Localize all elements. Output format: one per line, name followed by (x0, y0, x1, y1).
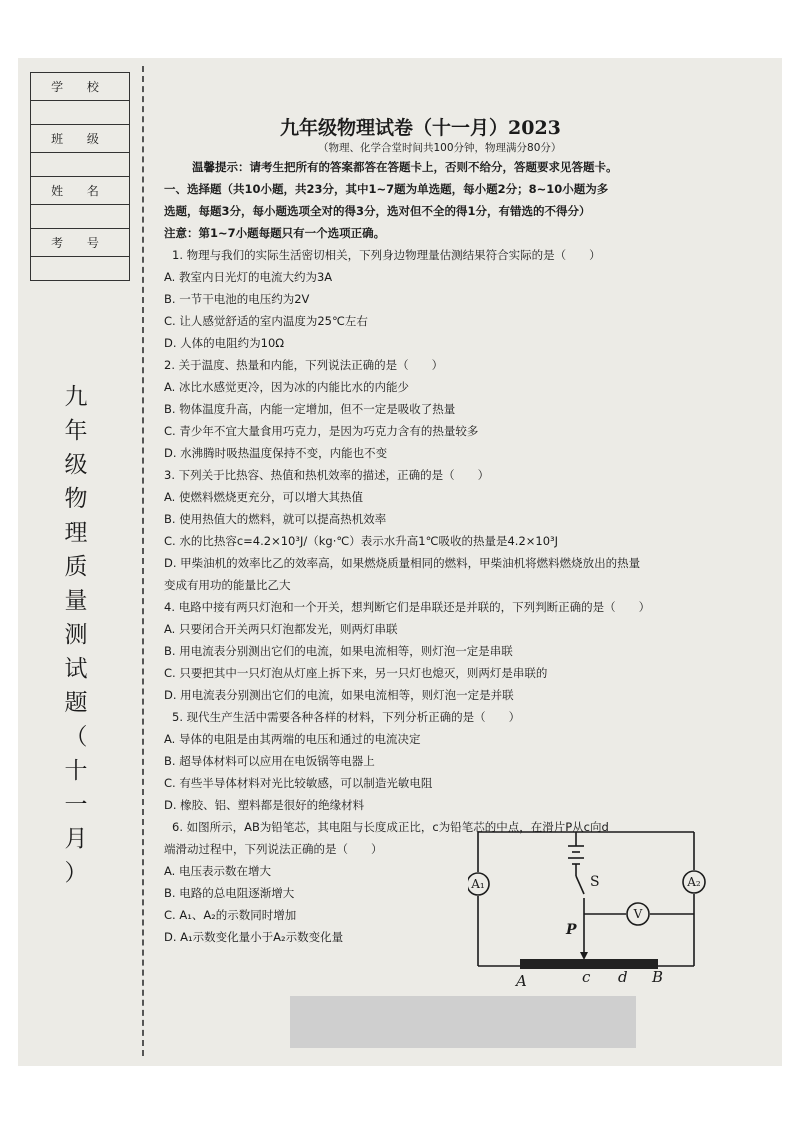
vertical-title-char: （ (64, 724, 88, 750)
vertical-title-char: 物 (64, 486, 88, 512)
vertical-title-char: 月 (64, 826, 88, 852)
text-line: 6. 如图所示，AB为铅笔芯，其电阻与长度成正比，c为铅笔芯的中点，在滑片P从c向d (172, 820, 609, 834)
label-c: c (582, 968, 591, 986)
vertical-title-char: 理 (64, 520, 88, 546)
text-line: 1. 物理与我们的实际生活密切相关，下列身边物理量估测结果符合实际的是（ ） (172, 248, 601, 262)
text-line: C. 水的比热容c=4.2×10³J/（kg·℃）表示水升高1℃吸收的热量是4.2×10³J (164, 534, 559, 548)
text-line: C. A₁、A₂的示数同时增加 (164, 908, 297, 922)
vertical-title-char: 质 (64, 554, 88, 580)
vertical-title-char: 试 (64, 656, 88, 682)
exam-number-field[interactable] (31, 257, 130, 281)
text-line: 温馨提示：请考生把所有的答案都答在答题卡上，否则不给分，答题要求见答题卡。 (192, 160, 618, 174)
text-line: 4. 电路中接有两只灯泡和一个开关，想判断它们是串联还是并联的，下列判断正确的是（ ） (164, 600, 651, 614)
vertical-exam-title (56, 380, 96, 890)
vertical-title-char: 一 (64, 792, 88, 818)
text-line: A. 导体的电阻是由其两端的电压和通过的电流决定 (164, 732, 421, 746)
label-a: A (516, 972, 527, 986)
text-line: B. 超导体材料可以应用在电饭锅等电器上 (164, 754, 375, 768)
label-a2: A₂ (687, 875, 701, 889)
class-label: 班 级 (31, 125, 130, 153)
text-line: B. 电路的总电阻逐渐增大 (164, 886, 295, 900)
text-line: A. 电压表示数在增大 (164, 864, 271, 878)
text-line: A. 冰比水感觉更冷，因为冰的内能比水的内能少 (164, 380, 409, 394)
redaction-box (290, 996, 636, 1048)
text-line: B. 物体温度升高，内能一定增加，但不一定是吸收了热量 (164, 402, 456, 416)
label-s: S (590, 874, 600, 890)
text-line: B. 使用热值大的燃料，就可以提高热机效率 (164, 512, 387, 526)
text-line: C. 青少年不宜大量食用巧克力，是因为巧克力含有的热量较多 (164, 424, 479, 438)
vertical-title-char: 题 (64, 690, 88, 716)
class-field[interactable] (31, 153, 130, 177)
text-line: A. 使燃料燃烧更充分，可以增大其热值 (164, 490, 363, 504)
slider-arrow (580, 952, 588, 960)
text-line: 变成有用功的能量比乙大 (164, 578, 291, 592)
text-line: D. 用电流表分别测出它们的电流，如果电流相等，则灯泡一定是并联 (164, 688, 514, 702)
text-line: 端滑动过程中，下列说法正确的是（ ） (164, 842, 383, 856)
school-label: 学 校 (31, 73, 130, 101)
exam-number-label: 考 号 (31, 229, 130, 257)
vertical-title-char: 量 (64, 588, 88, 614)
text-line: A. 教室内日光灯的电流大约为3A (164, 270, 333, 284)
circuit-diagram (468, 826, 708, 986)
text-line: D. 水沸腾时吸热温度保持不变，内能也不变 (164, 446, 388, 460)
text-line: 选题，每题3分，每小题选项全对的得3分，选对但不全的得1分，有错选的不得分） (164, 204, 591, 218)
vertical-title-char: 九 (64, 384, 88, 410)
label-b: B (652, 968, 664, 986)
label-d: d (618, 968, 628, 986)
text-line: D. A₁示数变化量小于A₂示数变化量 (164, 930, 344, 944)
text-line: 一、选择题（共10小题，共23分，其中1~7题为单选题，每小题2分；8~10小题为多 (164, 182, 609, 196)
text-line: B. 一节干电池的电压约为2V (164, 292, 310, 306)
text-line: 3. 下列关于比热容、热值和热机效率的描述，正确的是（ ） (164, 468, 490, 482)
vertical-title-char: ） (64, 860, 88, 886)
label-p: P (566, 922, 577, 938)
page-subtitle: （物理、化学合堂时间共100分钟，物理满分80分） (318, 142, 562, 154)
text-line: D. 甲柴油机的效率比乙的效率高，如果燃烧质量相同的燃料，甲柴油机将燃料燃烧放出的热量 (164, 556, 641, 570)
vertical-title-char: 十 (64, 758, 88, 784)
vertical-title-char: 测 (64, 622, 88, 648)
text-line: D. 橡胶、铝、塑料都是很好的绝缘材料 (164, 798, 365, 812)
name-label: 姓 名 (31, 177, 130, 205)
vertical-title-char: 年 (64, 418, 88, 444)
text-line: C. 让人感觉舒适的室内温度为25℃左右 (164, 314, 368, 328)
text-line: C. 只要把其中一只灯泡从灯座上拆下来，另一只灯也熄灭，则两灯是串联的 (164, 666, 548, 680)
page-title: 九年级物理试卷（十一月）2023 (280, 117, 561, 139)
label-a1: A₁ (471, 877, 485, 891)
vertical-title-char: 级 (64, 452, 88, 478)
text-line: C. 有些半导体材料对光比较敏感，可以制造光敏电阻 (164, 776, 433, 790)
label-v: V (633, 907, 643, 921)
student-info-table (30, 72, 130, 281)
school-field[interactable] (31, 101, 130, 125)
text-line: 5. 现代生产生活中需要各种各样的材料，下列分析正确的是（ ） (172, 710, 521, 724)
text-line: A. 只要闭合开关两只灯泡都发光，则两灯串联 (164, 622, 398, 636)
text-line: 注意：第1~7小题每题只有一个选项正确。 (164, 226, 386, 240)
text-line: B. 用电流表分别测出它们的电流，如果电流相等，则灯泡一定是串联 (164, 644, 513, 658)
text-line: 2. 关于温度、热量和内能，下列说法正确的是（ ） (164, 358, 444, 372)
binding-line (142, 66, 144, 1056)
name-field[interactable] (31, 205, 130, 229)
text-line: D. 人体的电阻约为10Ω (164, 336, 285, 350)
